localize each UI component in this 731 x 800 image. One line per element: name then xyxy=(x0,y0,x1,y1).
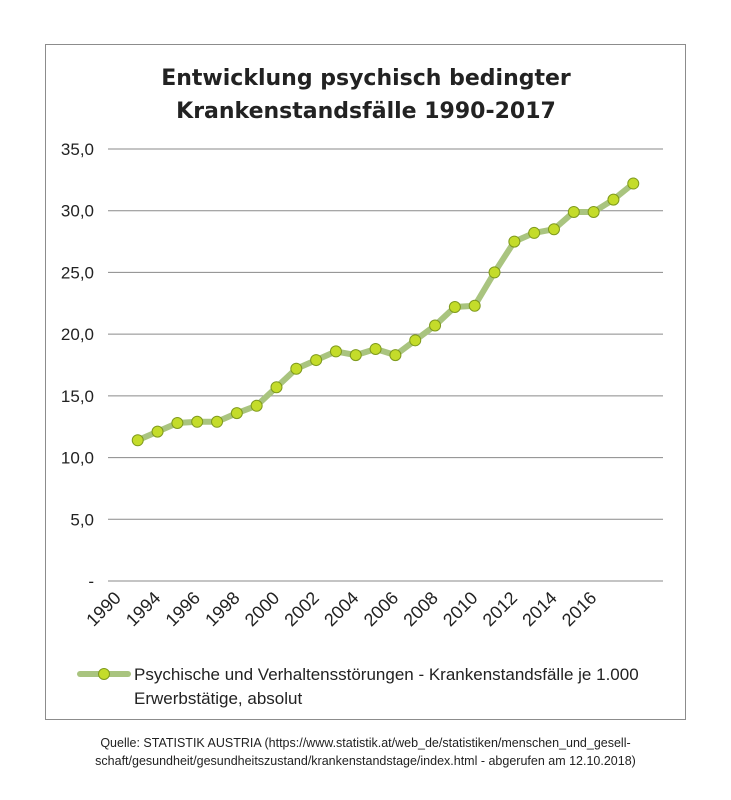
y-tick-label: 30,0 xyxy=(60,201,94,221)
x-tick-label: 1990 xyxy=(82,587,125,631)
series-line xyxy=(138,184,634,441)
data-point xyxy=(251,400,262,411)
y-axis-ticks xyxy=(61,140,94,591)
y-tick-label: 10,0 xyxy=(60,448,94,468)
x-tick-label: 2006 xyxy=(359,587,403,631)
chart-title-line-2: Krankenstandsfälle 1990-2017 xyxy=(176,99,556,124)
data-point xyxy=(172,418,183,429)
data-series xyxy=(132,178,639,446)
x-tick-label: 2004 xyxy=(320,587,363,631)
data-point xyxy=(291,363,302,374)
y-tick-label: 20,0 xyxy=(60,325,94,345)
data-point xyxy=(509,236,520,247)
y-tick-label: 25,0 xyxy=(60,263,94,283)
x-tick-label: 2014 xyxy=(518,587,561,631)
x-tick-label: 2008 xyxy=(399,587,442,631)
data-point xyxy=(588,206,599,217)
legend-label-line-1: Psychische und Verhaltensstörungen - Krankenstandsfälle je 1.000 xyxy=(134,665,639,684)
data-point xyxy=(350,350,361,361)
data-point xyxy=(231,408,242,419)
x-tick-label: 1994 xyxy=(121,587,165,631)
data-point xyxy=(152,426,163,437)
chart-frame xyxy=(45,44,686,720)
data-point xyxy=(548,224,559,235)
x-tick-label: 2000 xyxy=(240,587,284,631)
y-tick-label: 5,0 xyxy=(70,510,94,530)
data-point xyxy=(311,355,322,366)
data-point xyxy=(449,301,460,312)
source-note-line-1: Quelle: STATISTIK AUSTRIA (https://www.statistik.at/web_de/statistiken/menschen_und_gesell- xyxy=(100,736,631,750)
data-point xyxy=(390,350,401,361)
y-tick-label: 35,0 xyxy=(60,140,94,159)
y-tick-label: 15,0 xyxy=(60,386,94,406)
x-tick-label: 1998 xyxy=(201,587,244,631)
chart-title-line-1: Entwicklung psychisch bedingter xyxy=(161,66,571,91)
data-point xyxy=(370,343,381,354)
data-point xyxy=(330,346,341,357)
data-point xyxy=(628,178,639,189)
x-tick-label: 2016 xyxy=(557,587,601,631)
x-tick-label: 1996 xyxy=(161,587,205,631)
x-tick-label: 2002 xyxy=(280,587,323,631)
x-axis-ticks xyxy=(82,588,600,630)
data-point xyxy=(568,206,579,217)
data-point xyxy=(489,267,500,278)
legend xyxy=(80,665,639,708)
x-tick-label: 2010 xyxy=(439,587,482,631)
source-note-line-2: schaft/gesundheit/gesundheitszustand/krankenstandstage/index.html - abgerufen am 12.10.2018) xyxy=(95,754,636,768)
data-point xyxy=(608,194,619,205)
data-point xyxy=(271,382,282,393)
data-point xyxy=(469,300,480,311)
legend-marker-swatch xyxy=(99,669,110,680)
x-tick-label: 2012 xyxy=(478,587,522,631)
source-note xyxy=(0,734,731,770)
y-tick-label: - xyxy=(88,572,94,591)
data-point xyxy=(212,416,223,427)
data-point xyxy=(430,320,441,331)
data-point xyxy=(132,435,143,446)
data-point xyxy=(192,416,203,427)
legend-label-line-2: Erwerbstätige, absolut xyxy=(134,689,303,708)
line-chart xyxy=(46,45,687,721)
data-point xyxy=(529,227,540,238)
data-point xyxy=(410,335,421,346)
